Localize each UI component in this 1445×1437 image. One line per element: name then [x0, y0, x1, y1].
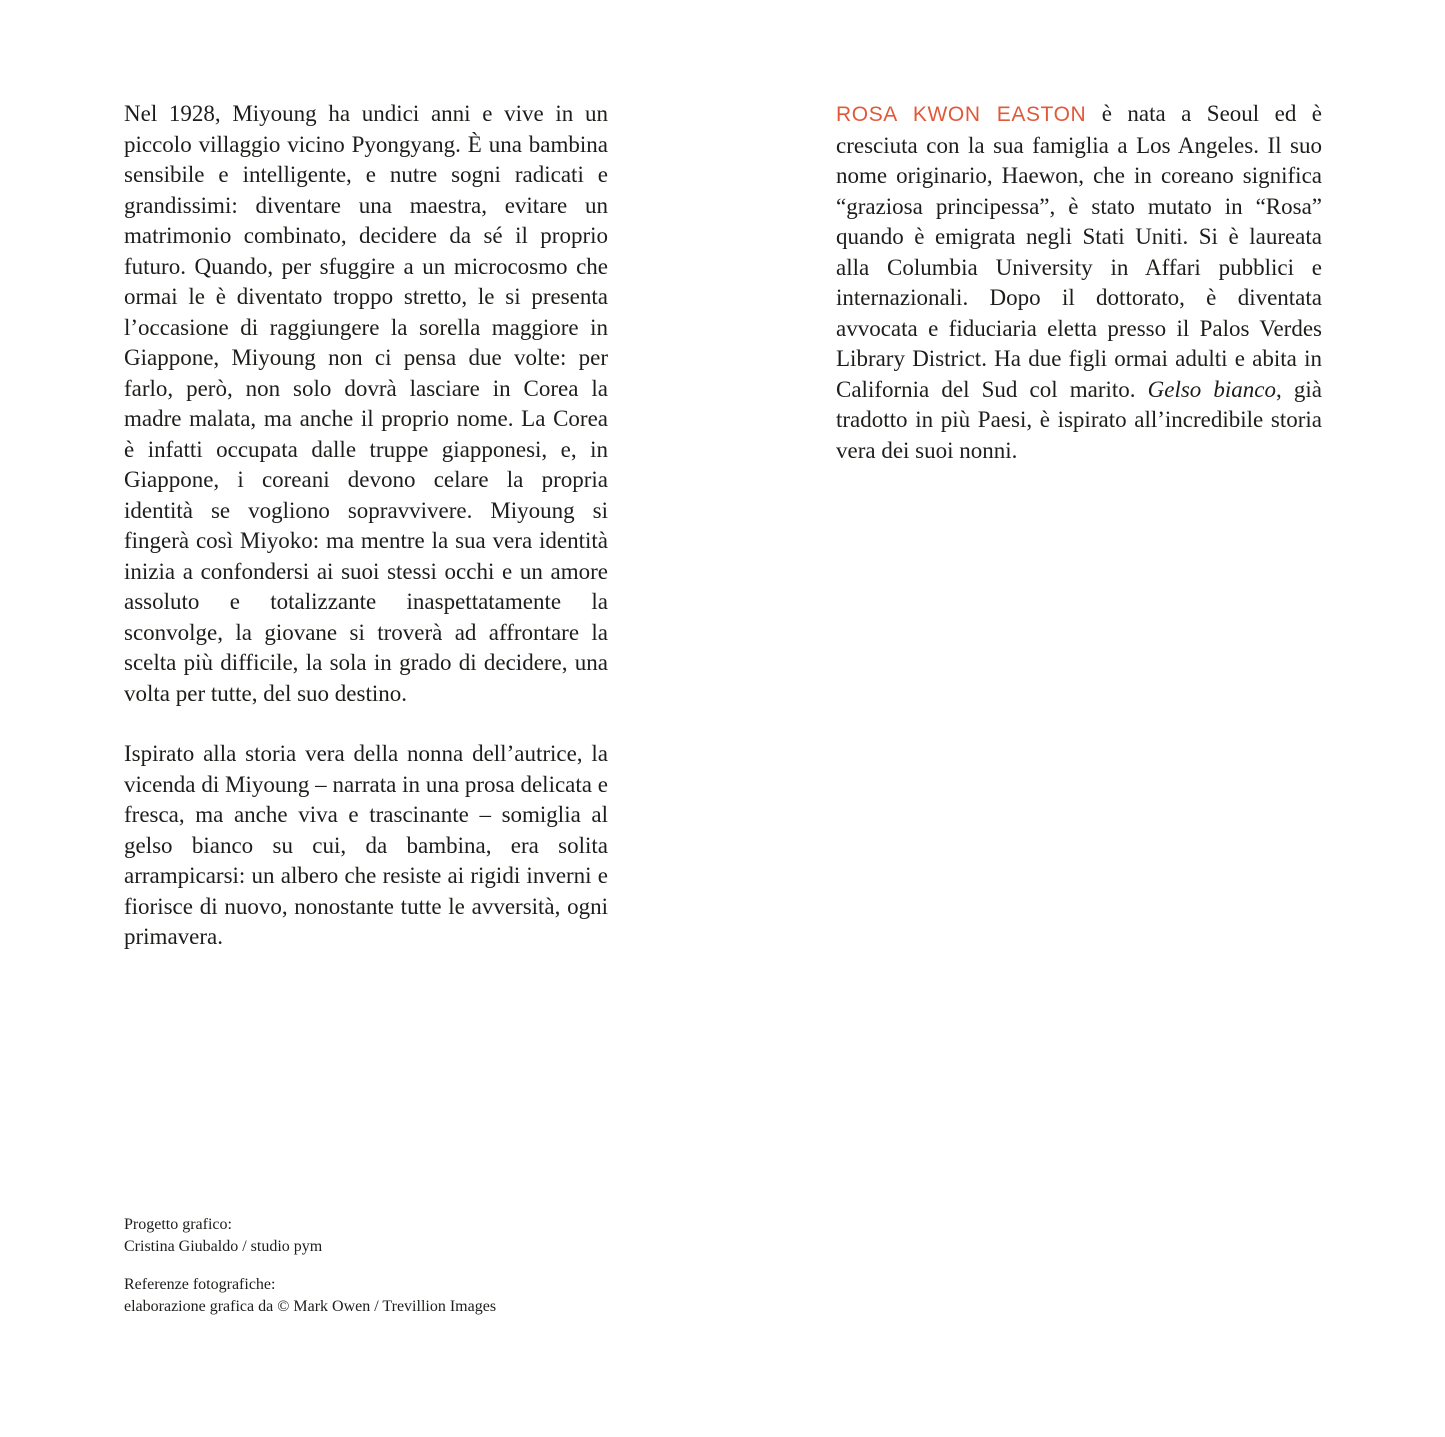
left-flap-synopsis: [124, 99, 608, 953]
synopsis-paragraph-2: Ispirato alla storia vera della nonna dell’autrice, la vicenda di Miyoung – narrata in una prosa delicata e fresca, ma anche viva e trascinante – somiglia al gelso bianco su cui, da bambina, era solita arrampicarsi: un albero che resiste ai rigidi inverni e fiorisce di nuovo, nonostante tutte le avversità, ogni primavera.: [124, 741, 608, 949]
colophon-credits: [124, 1214, 824, 1317]
photo-credit: [124, 1274, 824, 1317]
design-credit-label: Progetto grafico:: [124, 1216, 232, 1233]
book-title: Gelso bianco: [1147, 376, 1277, 402]
design-credit-value: Cristina Giubaldo / studio pym: [124, 1237, 323, 1255]
synopsis-paragraph-1: Nel 1928, Miyoung ha undici anni e vive in un piccolo villaggio vicino Pyongyang. È una bambina sensibile e intelligente, e nutre sogni radicati e grandissimi: diventare una maestra, evitare un matrimonio combinato, decidere da sé il proprio futuro. Quando, per sfuggire a un microcosmo che ormai le è diventato troppo stretto, le si presenta l’occasione di raggiungere la sorella maggiore in Giappone, Miyoung non ci pensa due volte: per farlo, però, non solo dovrà lasciare in Corea la madre malata, ma anche il proprio nome. La Corea è infatti occupata dalle truppe giapponesi, e, in Giappone, i coreani devono celare la propria identità se vogliono sopravvivere. Miyoung si fingerà così Miyoko: ma mentre la sua vera identità inizia a confondersi ai suoi stessi occhi e un amore assoluto e totalizzante inaspettatamente la sconvolge, la giovane si troverà ad affrontare la scelta più difficile, la sola in grado di decidere, una volta per tutte, del suo destino.: [124, 101, 608, 706]
right-flap-author-bio: [836, 99, 1322, 466]
photo-credit-value: elaborazione grafica da © Mark Owen / Trevillion Images: [124, 1297, 497, 1315]
author-bio: [836, 99, 1322, 466]
photo-credit-label: Referenze fotografiche:: [124, 1276, 276, 1293]
author-bio-text-1: è nata a Seoul ed è cresciuta con la sua famiglia a Los Angeles. Il suo nome originario, Haewon, che in coreano significa “graziosa principessa”, è stato mutato in “Rosa” quando è emigrata negli Stati Uniti. Si è laureata alla Columbia University in Affari pubblici e internazionali. Dopo il dottorato, è diventata avvocata e fiduciaria eletta presso il Palos Verdes Library District. Ha due figli ormai adulti e abita in California del Sud col marito.: [836, 101, 1323, 402]
author-name: ROSA KWON EASTON: [836, 103, 1087, 126]
author-bio-text-2: , già tradotto in più Paesi, è ispirato all’incredibile storia vera dei suoi nonni.: [836, 376, 1323, 463]
design-credit: [124, 1214, 824, 1257]
